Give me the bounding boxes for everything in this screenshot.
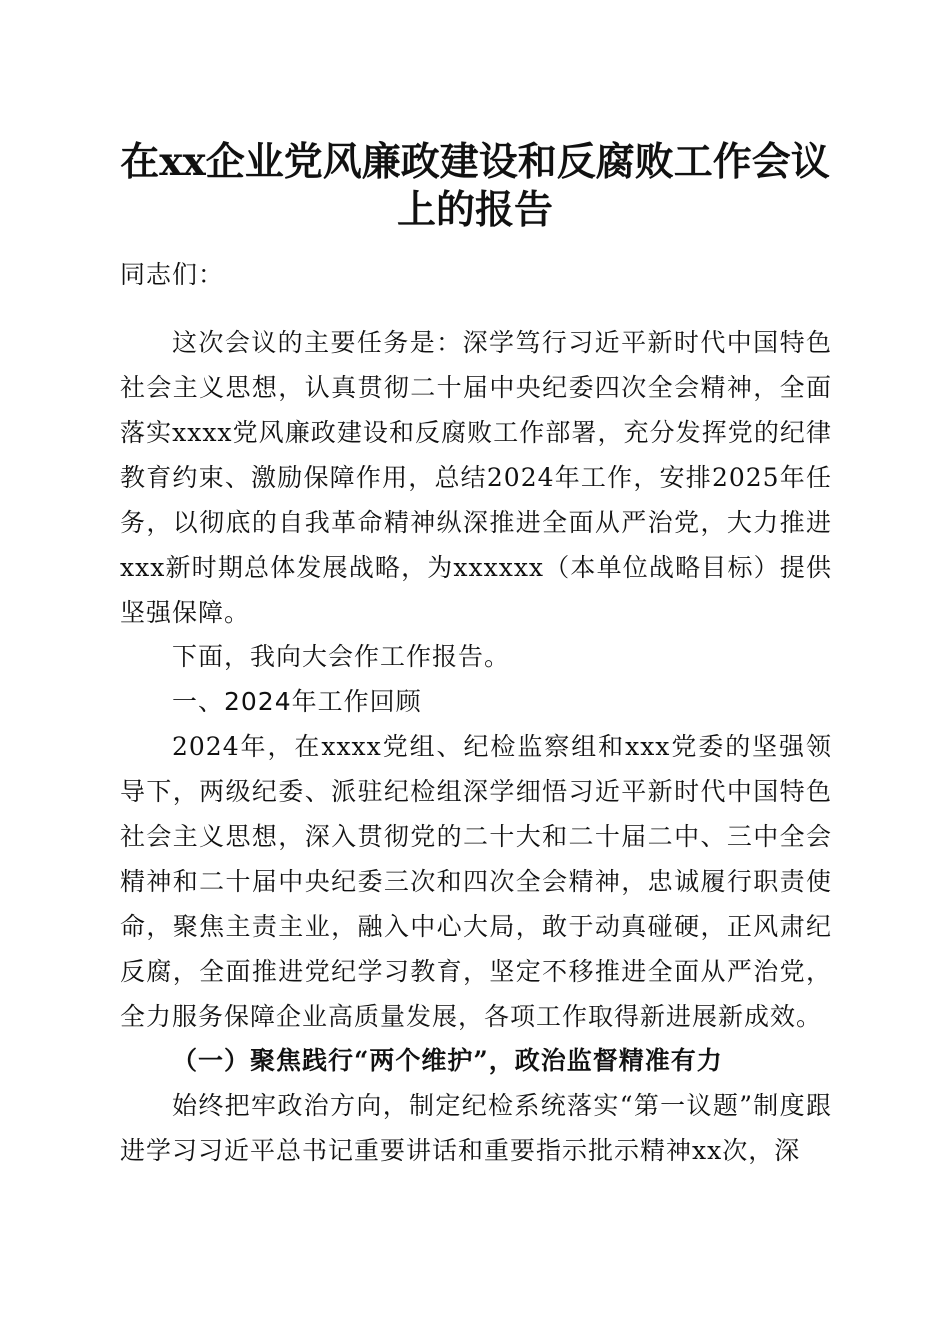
subsection-paragraph: 始终把牢政治方向，制定纪检系统落实“第一议题”制度跟进学习习近平总书记重要讲话和重要指示批示精神xx次，深 [120,1091,832,1165]
transition-paragraph: 下面，我向大会作工作报告。 [172,642,511,671]
subsection-heading-political-supervision: （一）聚焦践行“两个维护”，政治监督精准有力 [172,1046,723,1075]
section-heading-2024-review: 一、2024年工作回顾 [172,687,422,716]
section-review-paragraph: 2024年，在xxxx党组、纪检监察组和xxx党委的坚强领导下，两级纪委、派驻纪检组深学细悟习近平新时代中国特色社会主义思想，深入贯彻党的二十大和二十届二中、三中全会精神和二十届中央纪委三次和四次全会精神，忠诚履行职责使命，聚焦主责主业，融入中心大局，敢于动真碰硬，正风肃纪反腐，全面推进党纪学习教育，坚定不移推进全面从严治党，全力服务保障企业高质量发展，各项工作取得新进展新成效。 [120,732,832,1031]
document-title: 在xx企业党风廉政建设和反腐败工作会议上的报告 [120,139,830,233]
salutation: 同志们： [120,260,225,289]
intro-paragraph: 这次会议的主要任务是：深学笃行习近平新时代中国特色社会主义思想，认真贯彻二十届中央纪委四次全会精神，全面落实xxxx党风廉政建设和反腐败工作部署，充分发挥党的纪律教育约束、激励保障作用，总结2024年工作，安排2025年任务，以彻底的自我革命精神纵深推进全面从严治党，大力推进xxx新时期总体发展战略，为xxxxxx（本单位战略目标）提供坚强保障。 [120,328,832,627]
